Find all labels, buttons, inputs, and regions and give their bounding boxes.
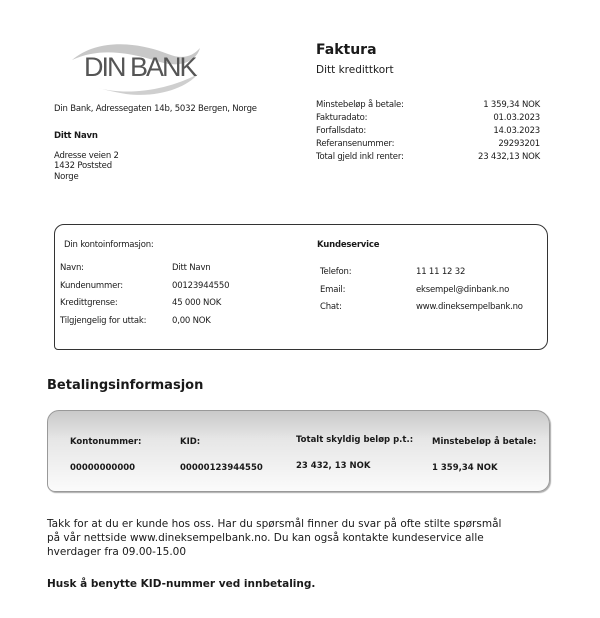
- chat-link[interactable]: www.dineksempelbank.no: [416, 302, 523, 312]
- account-row: [60, 295, 229, 313]
- summary-value: 29293201: [498, 139, 540, 149]
- payment-column: [296, 435, 413, 471]
- payment-header: KID:: [180, 437, 201, 447]
- payment-value: 00000123944550: [180, 463, 263, 473]
- payment-value: 00000000000: [70, 463, 136, 473]
- invoice-title: Faktura: [316, 42, 377, 58]
- address-line: Norge: [54, 172, 79, 182]
- account-value: 45 000 NOK: [172, 298, 222, 308]
- customer-address: [54, 151, 119, 182]
- payment-column: [180, 437, 263, 473]
- cs-label: Telefon:: [320, 267, 352, 277]
- account-value: Ditt Navn: [172, 263, 211, 273]
- payment-header: Totalt skyldig beløp p.t.:: [296, 435, 414, 445]
- payment-value: 23 432, 13 NOK: [296, 461, 371, 471]
- account-info-list: [60, 260, 229, 330]
- cs-row: [320, 282, 523, 300]
- invoice-summary: [316, 99, 540, 164]
- kid-reminder: Husk å benytte KID-nummer ved innbetaling.: [47, 578, 316, 590]
- bank-logo: [68, 38, 208, 96]
- account-info-title: Din kontoinformasjon:: [64, 240, 154, 250]
- account-row: [60, 313, 229, 331]
- summary-label: Minstebeløp å betale:: [316, 100, 404, 110]
- account-label: Tilgjengelig for uttak:: [60, 315, 147, 326]
- invoice-subtitle: Ditt kredittkort: [316, 64, 394, 76]
- cs-row: [320, 299, 523, 317]
- summary-value: 01.03.2023: [493, 113, 540, 123]
- summary-row: [316, 99, 540, 112]
- summary-row: [316, 151, 540, 164]
- account-value: 00123944550: [172, 280, 230, 291]
- cs-label: Email:: [320, 284, 346, 295]
- email-link[interactable]: eksempel@dinbank.no: [416, 284, 510, 295]
- summary-value: 1 359,34 NOK: [483, 100, 540, 110]
- customer-service-title: Kundeservice: [317, 240, 380, 250]
- summary-label: Total gjeld inkl renter:: [316, 152, 404, 162]
- address-line: 1432 Poststed: [54, 161, 112, 171]
- footer-text: Takk for at du er kunde hos oss. Har du spørsmål finner du svar på ofte stilte spørsmål på vår nettside www.dineksempelbank.no. Du kan også kontakte kundeservice alle hverdager fra 09.00-15.00: [47, 518, 502, 558]
- summary-value: 14.03.2023: [493, 126, 540, 136]
- cs-row: [320, 264, 523, 282]
- address-line: Adresse veien 2: [54, 151, 119, 161]
- customer-name: Ditt Navn: [54, 131, 98, 141]
- payment-column: [70, 437, 141, 473]
- bank-address: Din Bank, Adressegaten 14b, 5032 Bergen, Norge: [54, 104, 257, 114]
- account-row: [60, 278, 229, 296]
- payment-header: Minstebeløp å betale:: [432, 437, 537, 447]
- summary-value: 23 432,13 NOK: [478, 152, 540, 162]
- payment-info-box: [47, 410, 550, 492]
- summary-label: Forfallsdato:: [316, 126, 367, 136]
- account-value: 0,00 NOK: [172, 315, 211, 326]
- cs-label: Chat:: [320, 302, 342, 312]
- account-label: Navn:: [60, 263, 84, 273]
- customer-service-list: [320, 264, 523, 317]
- payment-value: 1 359,34 NOK: [432, 463, 498, 473]
- summary-row: [316, 112, 540, 125]
- summary-label: Fakturadato:: [316, 113, 368, 123]
- summary-row: [316, 125, 540, 138]
- logo-text: DIN BANK: [84, 52, 196, 82]
- summary-label: Referansenummer:: [316, 139, 395, 149]
- summary-row: [316, 138, 540, 151]
- payment-column: [432, 437, 536, 473]
- payment-title: Betalingsinformasjon: [47, 378, 204, 393]
- account-row: [60, 260, 229, 278]
- account-label: Kredittgrense:: [60, 298, 118, 308]
- phone-value: 11 11 12 32: [416, 267, 466, 277]
- payment-header: Kontonummer:: [70, 437, 142, 447]
- account-label: Kundenummer:: [60, 280, 123, 291]
